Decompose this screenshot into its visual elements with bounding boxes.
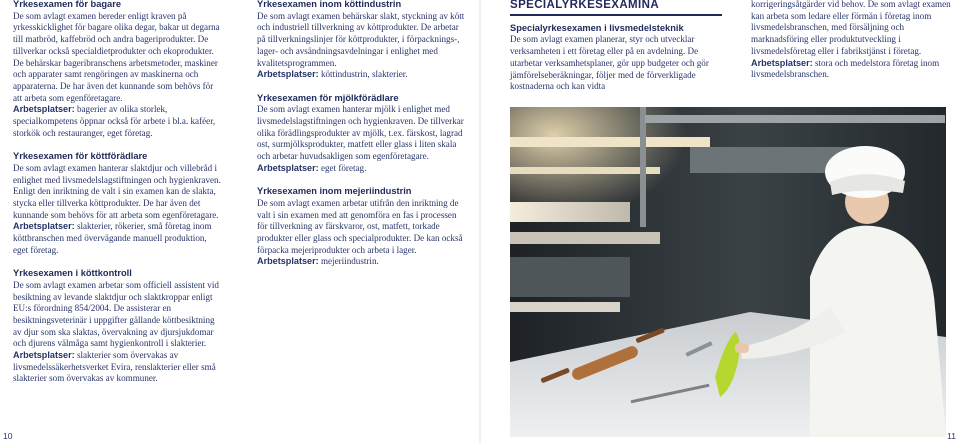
workplaces — [257, 69, 469, 81]
workplaces-text: slakterier som övervakas av livsmedelssäkerhetsverket Evira, renslakterier eller små slakterier som övervakas av kommuner. — [13, 350, 216, 384]
bakery-photo-illustration — [510, 107, 946, 437]
left-column-1 — [13, 0, 223, 397]
section-body: De som avlagt examen hanterar mjölk i enlighet med livsmedelslagstiftningen och hygienkraven. De tillverkar olika förädlingsprodukter av mjölk, t.ex. färskost, lagrad ost, surmjölksprodukter, matfett eller glass i liten skala och arbetar huvudsakligen som egenföretagare. — [257, 104, 464, 162]
workplaces-text: stora och medelstora företag inom livsmedelsbranschen. — [751, 57, 940, 80]
workplaces-text: bagerier av olika storlek, specialkompetens öppnar också för arbete i bl.a. kaféer, storkök och restauranger, eget företag. — [13, 104, 216, 138]
workplaces-text: köttindustrin, slakterier. — [320, 69, 408, 80]
workplaces — [751, 58, 954, 81]
workplaces — [257, 256, 469, 268]
section-body: De som avlagt examen arbetar utifrån den inriktning de valt i sin examen med att genomföra en fas i processen för tillverkning av färskvaror, ost, matfett, torkade produkter eller glass och specialprodukter. De kan också förpacka mejeriprodukter och arbeta i lager. — [257, 197, 463, 255]
section-mjolkforadlare — [257, 93, 469, 175]
section-body: De som avlagt examen planerar, styr och utvecklar verksamheten i ett företag eller på en avdelning. De utarbetar verksamhetsplaner, gör upp budgeter och gör jämförelseberäkningar, följer med de förverkligade kostnaderna och kan vidta — [510, 34, 709, 92]
section-heading: Yrkesexamen inom köttindustrin — [257, 0, 402, 9]
section-body: De som avlagt examen bereder enligt kraven på yrkesskicklighet för bagare olika degar, bakar ut degarna till matbröd, kaffebröd och andra bageriprodukter. De tillverkar också specialdietprodukter och ekoprodukter. De behärskar bageribranschens arbetsmetoder, maskiner och apparater samt rengöringen av maskinerna och apparaterna. De har även det kunnande som behövs för att arbeta som egenföretagare. — [13, 10, 220, 103]
workplaces-label: Arbetsplatser: — [257, 256, 319, 267]
section-kottkontroll — [13, 268, 223, 385]
workplaces-text: slakterier, rökerier, små företag inom köttbranschen med övervägande manuell produktion, eget företag. — [13, 221, 212, 255]
section-heading: Yrkesexamen i köttkontroll — [13, 268, 132, 279]
section-title: SPECIALYRKESEXAMINA — [510, 0, 722, 16]
page-number-right: 11 — [947, 431, 956, 441]
right-column-1 — [510, 0, 722, 105]
page-number-left: 10 — [3, 431, 13, 441]
bakery-photo — [510, 107, 946, 437]
section-body: De som avlagt examen arbetar som officiell assistent vid besiktning av levande slaktdjur och slaktkroppar enligt EU:s förordning 854/2004. De assisterar en besiktningsveterinär i uppgifter gällande köttbesiktning av djur som ska slaktas, övervakning av djursjukdomar och djurens välmåga samt hygienkontroll i slakterier. — [13, 279, 219, 349]
workplaces-label: Arbetsplatser: — [13, 221, 75, 232]
section-heading: Specialyrkesexamen i livsmedelsteknik — [510, 22, 684, 33]
section-heading: Yrkesexamen för köttförädlare — [13, 151, 148, 162]
workplaces-label: Arbetsplatser: — [257, 69, 319, 80]
section-mejeriindustrin — [257, 186, 469, 268]
workplaces — [13, 350, 223, 385]
workplaces — [13, 104, 223, 139]
section-heading: Yrkesexamen för mjölkförädlare — [257, 92, 399, 103]
section-bagare — [13, 0, 223, 139]
workplaces — [13, 221, 223, 256]
section-body: De som avlagt examen behärskar slakt, styckning av kött och industriell tillverkning av köttprodukter. De arbetar på tillverkningslinjer för köttprodukter, i förpacknings-, lager- och avsändningsavdelningar i enlighet med kvalitetsprogrammen. — [257, 10, 465, 68]
section-livsmedelsteknik — [510, 23, 722, 93]
right-column-2 — [751, 0, 954, 81]
workplaces-text: mejeriindustrin. — [320, 256, 379, 267]
workplaces — [257, 163, 469, 175]
left-column-2 — [257, 0, 469, 280]
workplaces-label: Arbetsplatser: — [13, 350, 75, 361]
section-body-continued: korrigeringsåtgärder vid behov. De som avlagt examen kan arbeta som ledare eller förmän i företag inom livsmedelsbranschen, med försäljning och marknadsföring eller produktutveckling i livsmedelsföretag eller i fabrikstjänst i företag. — [751, 0, 951, 56]
section-kottindustrin — [257, 0, 469, 81]
section-body: De som avlagt examen hanterar slaktdjur och villebråd i enlighet med livsmedelslagstiftningen och hygienkraven. Enligt den inriktning de valt i sin examen kan de slakta, stycka eller tillverka köttprodukter. De har även det kunnande som behövs för att arbeta som egenföretagare. — [13, 162, 221, 220]
workplaces-label: Arbetsplatser: — [13, 104, 75, 115]
section-heading: Yrkesexamen inom mejeriindustrin — [257, 186, 412, 197]
right-page — [480, 0, 960, 443]
workplaces-label: Arbetsplatser: — [751, 57, 813, 68]
section-kottforadlare — [13, 151, 223, 256]
workplaces-label: Arbetsplatser: — [257, 162, 319, 173]
section-heading: Yrkesexamen för bagare — [13, 0, 122, 9]
workplaces-text: eget företag. — [320, 162, 367, 173]
